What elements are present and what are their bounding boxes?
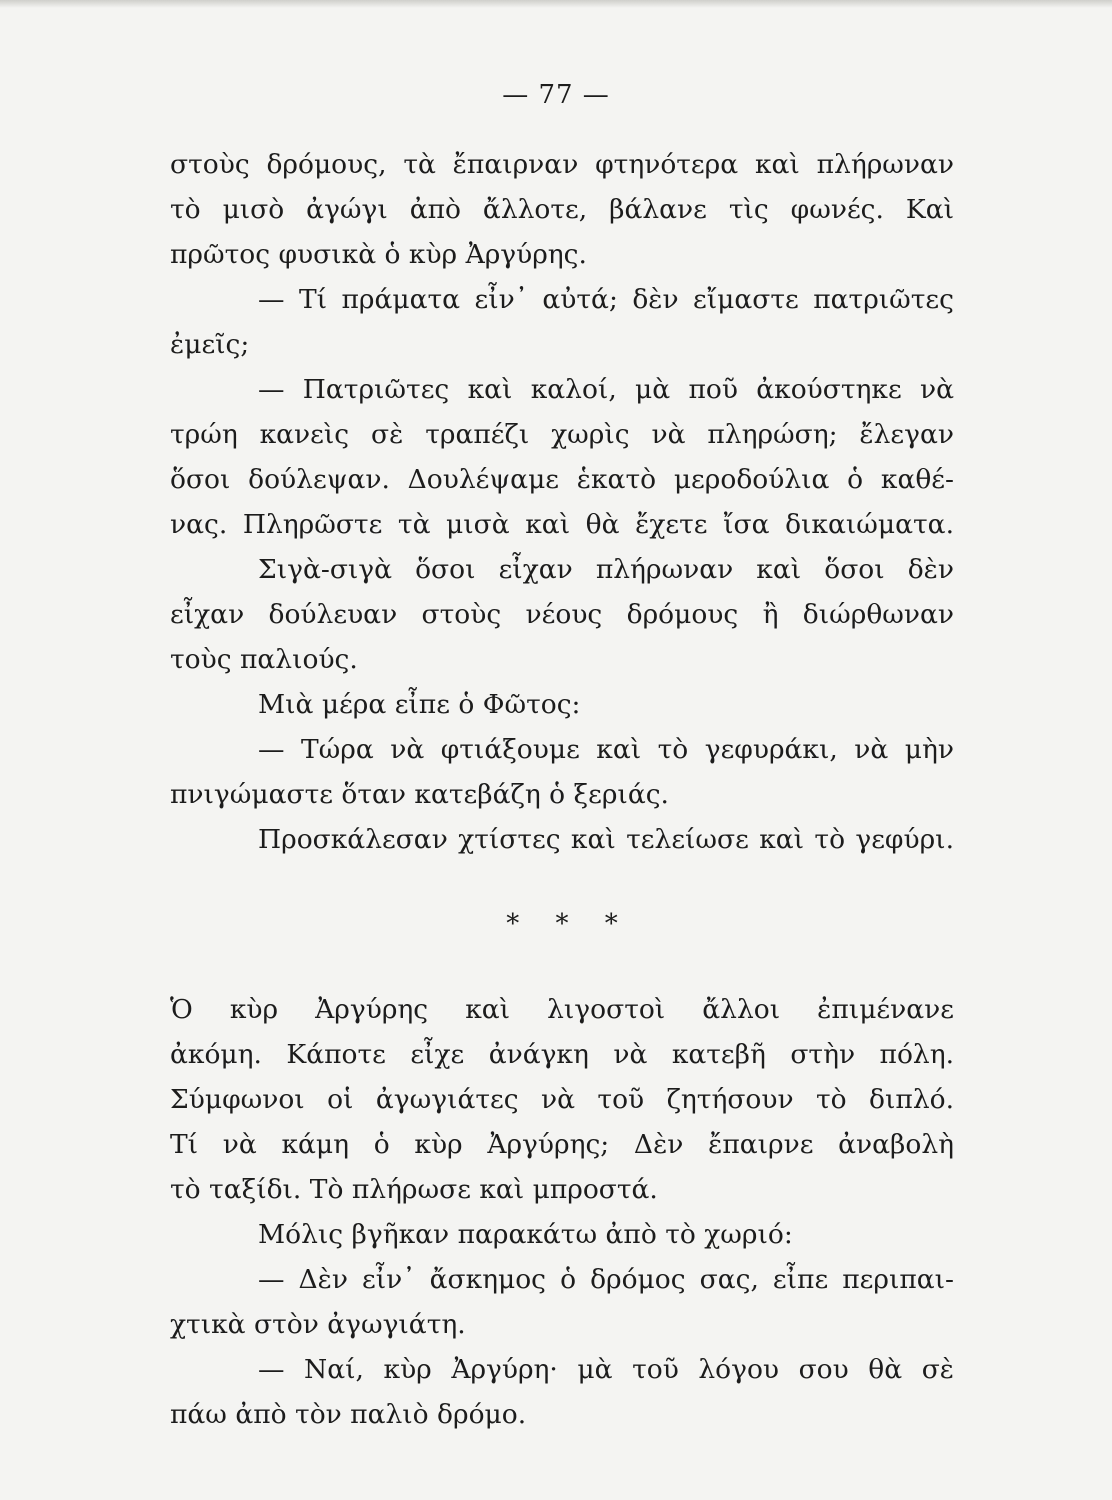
text-line: Σιγὰ-σιγὰ ὅσοι εἶχαν πλήρωναν καὶ ὅσοι δὲν bbox=[258, 554, 954, 585]
page-edge-shadow bbox=[0, 0, 1112, 8]
text-line: χτικὰ στὸν ἀγωγιάτη. bbox=[170, 1309, 466, 1340]
text-line: — Τί πράματα εἶν᾽ αὐτά; δὲν εἴμαστε πατριῶτες bbox=[258, 284, 954, 315]
text-line: — Πατριῶτες καὶ καλοί, μὰ ποῦ ἀκούστηκε νὰ bbox=[258, 374, 954, 405]
text-line: Προσκάλεσαν χτίστες καὶ τελείωσε καὶ τὸ γεφύρι. bbox=[258, 824, 954, 855]
text-line: Μόλις βγῆκαν παρακάτω ἀπὸ τὸ χωριό: bbox=[258, 1219, 793, 1250]
body-text bbox=[170, 142, 954, 1437]
text-line: ὅσοι δούλεψαν. Δουλέψαμε ἑκατὸ μεροδούλια ὁ καθέ- bbox=[170, 464, 954, 495]
text-line: ἐμεῖς; bbox=[170, 329, 250, 360]
text-line: — Τώρα νὰ φτιάξουμε καὶ τὸ γεφυράκι, νὰ μὴν bbox=[258, 734, 954, 765]
text-line: — Ναί, κὺρ Ἀργύρη· μὰ τοῦ λόγου σου θὰ σὲ bbox=[258, 1354, 954, 1385]
text-line: τρώη κανεὶς σὲ τραπέζι χωρὶς νὰ πληρώση; ἔλεγαν bbox=[170, 419, 954, 450]
section-break: * * * bbox=[506, 909, 632, 939]
text-line: τὸ μισὸ ἀγώγι ἀπὸ ἄλλοτε, βάλανε τὶς φωνές. Καὶ bbox=[170, 194, 954, 225]
text-line: εἶχαν δούλευαν στοὺς νέους δρόμους ἢ διώρθωναν bbox=[170, 599, 954, 630]
section-gap bbox=[170, 862, 954, 902]
text-line: νας. Πληρῶστε τὰ μισὰ καὶ θὰ ἔχετε ἴσα δικαιώματα. bbox=[170, 509, 954, 540]
text-line: Σύμφωνοι οἱ ἀγωγιάτες νὰ τοῦ ζητήσουν τὸ διπλό. bbox=[170, 1084, 954, 1115]
text-line: τὸ ταξίδι. Τὸ πλήρωσε καὶ μπροστά. bbox=[170, 1174, 658, 1205]
text-line: Τί νὰ κάμη ὁ κὺρ Ἀργύρης; Δὲν ἔπαιρνε ἀναβολὴ bbox=[170, 1129, 954, 1160]
section-gap bbox=[170, 947, 954, 987]
text-line: τοὺς παλιούς. bbox=[170, 644, 358, 675]
text-line: Μιὰ μέρα εἶπε ὁ Φῶτος: bbox=[258, 689, 581, 720]
text-line: ἀκόμη. Κάποτε εἶχε ἀνάγκη νὰ κατεβῆ στὴν πόλη. bbox=[170, 1039, 954, 1070]
text-line: — Δὲν εἶν᾽ ἄσκημος ὁ δρόμος σας, εἶπε περιπαι- bbox=[258, 1264, 954, 1295]
text-line: πνιγώμαστε ὅταν κατεβάζη ὁ ξεριάς. bbox=[170, 779, 669, 810]
text-line: πρῶτος φυσικὰ ὁ κὺρ Ἀργύρης. bbox=[170, 239, 587, 270]
text-line: Ὁ κὺρ Ἀργύρης καὶ λιγοστοὶ ἄλλοι ἐπιμένανε bbox=[170, 994, 954, 1025]
text-line: πάω ἀπὸ τὸν παλιὸ δρόμο. bbox=[170, 1399, 527, 1430]
text-line: στοὺς δρόμους, τὰ ἔπαιρναν φτηνότερα καὶ πλήρωναν bbox=[170, 149, 954, 180]
page-number: — 77 — bbox=[502, 80, 610, 110]
